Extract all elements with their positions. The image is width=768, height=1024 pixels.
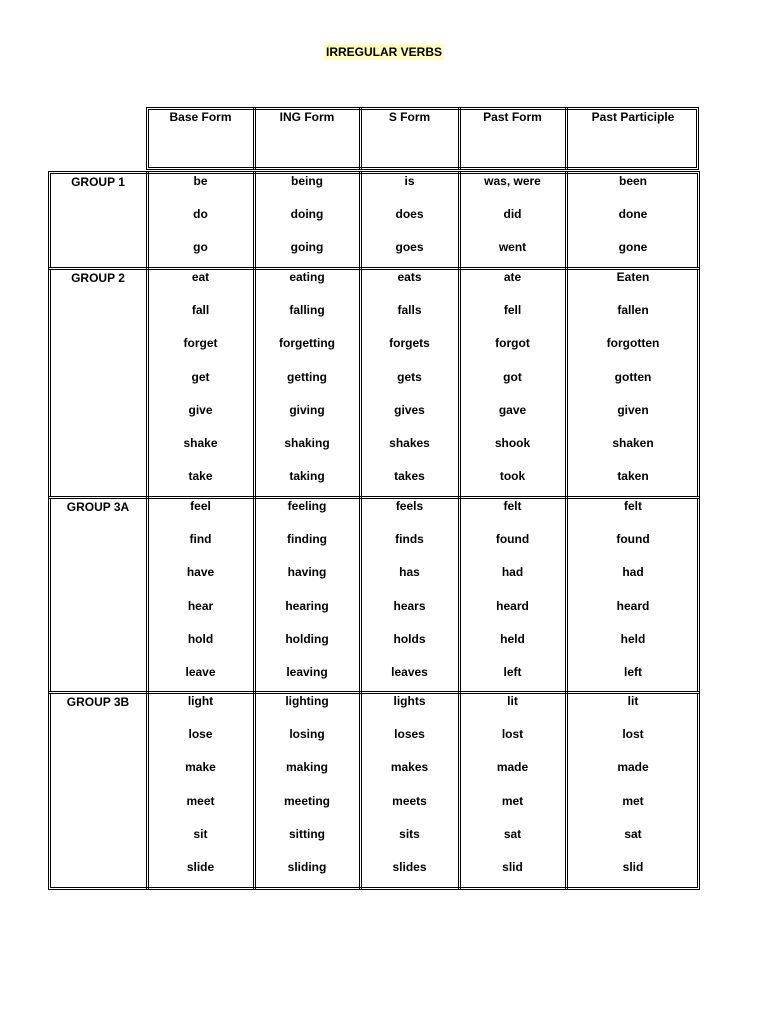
verb-cell: has bbox=[399, 565, 420, 580]
verb-cell: doing bbox=[290, 207, 324, 222]
verb-cell: made bbox=[496, 760, 529, 775]
verb-cell: done bbox=[618, 207, 648, 222]
verb-cell: heard bbox=[616, 598, 650, 613]
verb-cell: been bbox=[618, 174, 647, 188]
verb-cell: feel bbox=[190, 499, 211, 513]
verb-cell: meeting bbox=[283, 793, 330, 808]
verb-cell: forgets bbox=[389, 336, 430, 351]
verb-cell: falling bbox=[289, 303, 325, 318]
header-divider bbox=[565, 108, 568, 169]
verb-cell: Eaten bbox=[616, 270, 650, 284]
column-divider bbox=[458, 497, 461, 693]
verb-cell: going bbox=[290, 240, 324, 255]
verb-cell: leave bbox=[185, 665, 216, 679]
verb-cell: make bbox=[185, 760, 216, 775]
verb-cell: lighting bbox=[285, 694, 329, 708]
verb-cell: gone bbox=[618, 240, 648, 255]
verb-cell: lights bbox=[393, 694, 426, 708]
verb-cell: slides bbox=[392, 860, 427, 874]
verb-cell: meet bbox=[186, 793, 215, 808]
verb-cell: is bbox=[404, 174, 415, 188]
verb-cell: forget bbox=[183, 336, 218, 351]
verb-cell: slid bbox=[502, 860, 523, 874]
verb-cell: found bbox=[616, 532, 650, 547]
verb-cell: losing bbox=[289, 727, 325, 742]
verb-cell: was, were bbox=[484, 174, 541, 188]
verb-cell: slide bbox=[186, 860, 215, 874]
verb-cell: forgot bbox=[495, 336, 530, 351]
verb-cell: ate bbox=[503, 270, 522, 284]
verb-cell: lose bbox=[188, 727, 213, 742]
verb-cell: loses bbox=[394, 727, 425, 742]
group-label: GROUP 1 bbox=[71, 175, 125, 189]
column-divider bbox=[359, 497, 362, 693]
column-header: ING Form bbox=[279, 110, 335, 124]
group-label: GROUP 2 bbox=[71, 271, 125, 285]
verb-cell: get bbox=[191, 369, 210, 384]
verb-cell: having bbox=[287, 565, 327, 580]
verb-cell: shake bbox=[183, 436, 218, 450]
column-divider bbox=[146, 497, 149, 693]
verb-cell: fallen bbox=[617, 303, 649, 318]
verb-cell: making bbox=[285, 760, 328, 775]
verb-cell: sit bbox=[193, 826, 208, 841]
column-header: Base Form bbox=[169, 110, 232, 124]
verb-cell: lit bbox=[507, 694, 518, 708]
verb-cell: holds bbox=[393, 631, 426, 646]
verb-cell: makes bbox=[390, 760, 429, 775]
verb-cell: shakes bbox=[389, 436, 430, 450]
verb-cell: hears bbox=[393, 598, 426, 613]
verb-cell: met bbox=[622, 793, 644, 808]
page-title bbox=[0, 45, 768, 59]
verb-cell: shaken bbox=[612, 436, 654, 450]
verb-cell: leaving bbox=[286, 665, 328, 679]
verb-cell: gave bbox=[498, 402, 527, 417]
verb-cell: left bbox=[503, 665, 522, 679]
header-divider bbox=[458, 108, 461, 169]
verb-cell: lost bbox=[501, 727, 524, 742]
verb-cell: feeling bbox=[287, 499, 327, 513]
verb-cell: met bbox=[501, 793, 524, 808]
verb-cell: getting bbox=[287, 369, 327, 384]
column-divider bbox=[565, 497, 568, 693]
verb-cell: lit bbox=[627, 694, 639, 708]
column-header: S Form bbox=[388, 110, 431, 124]
verb-cell: take bbox=[188, 469, 213, 484]
verb-cell: eat bbox=[191, 270, 210, 284]
verb-cell: hearing bbox=[285, 598, 329, 613]
verb-cell: left bbox=[624, 665, 642, 679]
verb-cell: held bbox=[620, 631, 646, 646]
verb-cell: heard bbox=[496, 598, 529, 613]
verb-cell: do bbox=[193, 207, 208, 222]
verb-cell: forgetting bbox=[279, 336, 335, 351]
verb-cell: hear bbox=[187, 598, 214, 613]
verb-cell: falls bbox=[397, 303, 422, 318]
verb-cell: holding bbox=[285, 631, 329, 646]
verb-cell: eating bbox=[289, 270, 325, 284]
column-header: Past Form bbox=[483, 110, 542, 124]
verb-cell: finds bbox=[395, 532, 424, 547]
verb-cell: shaking bbox=[284, 436, 330, 450]
group-label: GROUP 3A bbox=[66, 500, 130, 514]
verb-cell: fell bbox=[503, 303, 522, 318]
header-divider bbox=[253, 108, 256, 169]
verb-cell: gives bbox=[394, 402, 425, 417]
verb-cell: shook bbox=[494, 436, 531, 450]
verb-cell: sat bbox=[503, 826, 522, 841]
verb-cell: made bbox=[617, 760, 649, 775]
verb-cell: had bbox=[622, 565, 644, 580]
verb-cell: does bbox=[395, 207, 424, 222]
verb-cell: giving bbox=[289, 402, 325, 417]
verb-cell: slid bbox=[622, 860, 644, 874]
verb-cell: finding bbox=[287, 532, 327, 547]
group-label: GROUP 3B bbox=[66, 695, 130, 709]
verb-cell: found bbox=[495, 532, 530, 547]
verb-cell: got bbox=[503, 369, 522, 384]
verb-cell: find bbox=[189, 532, 212, 547]
column-header: Past Participle bbox=[591, 110, 675, 124]
verb-cell: eats bbox=[397, 270, 422, 284]
verb-cell: light bbox=[187, 694, 214, 708]
verb-cell: give bbox=[188, 402, 213, 417]
verb-cell: taking bbox=[289, 469, 325, 484]
verb-cell: had bbox=[501, 565, 524, 580]
verb-cell: sat bbox=[624, 826, 642, 841]
verb-cell: gets bbox=[397, 369, 422, 384]
verb-cell: fall bbox=[191, 303, 210, 318]
verb-cell: have bbox=[186, 565, 215, 580]
header-divider bbox=[359, 108, 362, 169]
verb-cell: meets bbox=[392, 793, 427, 808]
verb-cell: goes bbox=[395, 240, 424, 255]
verb-cell: being bbox=[291, 174, 323, 188]
verb-cell: lost bbox=[622, 727, 644, 742]
verb-cell: be bbox=[193, 174, 208, 188]
verb-cell: leaves bbox=[391, 665, 428, 679]
verb-cell: sits bbox=[399, 826, 420, 841]
verb-cell: sitting bbox=[289, 826, 325, 841]
verb-cell: went bbox=[498, 240, 527, 255]
page-title-text: IRREGULAR VERBS bbox=[325, 45, 442, 59]
verb-cell: held bbox=[500, 631, 525, 646]
verb-cell: felt bbox=[624, 499, 642, 513]
verb-cell: did bbox=[503, 207, 522, 222]
verb-cell: taken bbox=[617, 469, 649, 484]
verb-cell: felt bbox=[503, 499, 522, 513]
verb-cell: go bbox=[193, 240, 208, 255]
verb-cell: gotten bbox=[614, 369, 652, 384]
verb-cell: sliding bbox=[287, 860, 327, 874]
verb-cell: took bbox=[499, 469, 526, 484]
verb-cell: feels bbox=[395, 499, 424, 513]
verb-cell: given bbox=[617, 402, 649, 417]
verb-cell: takes bbox=[394, 469, 425, 484]
verb-cell: hold bbox=[187, 631, 214, 646]
column-divider bbox=[253, 497, 256, 693]
verb-cell: forgotten bbox=[606, 336, 660, 351]
